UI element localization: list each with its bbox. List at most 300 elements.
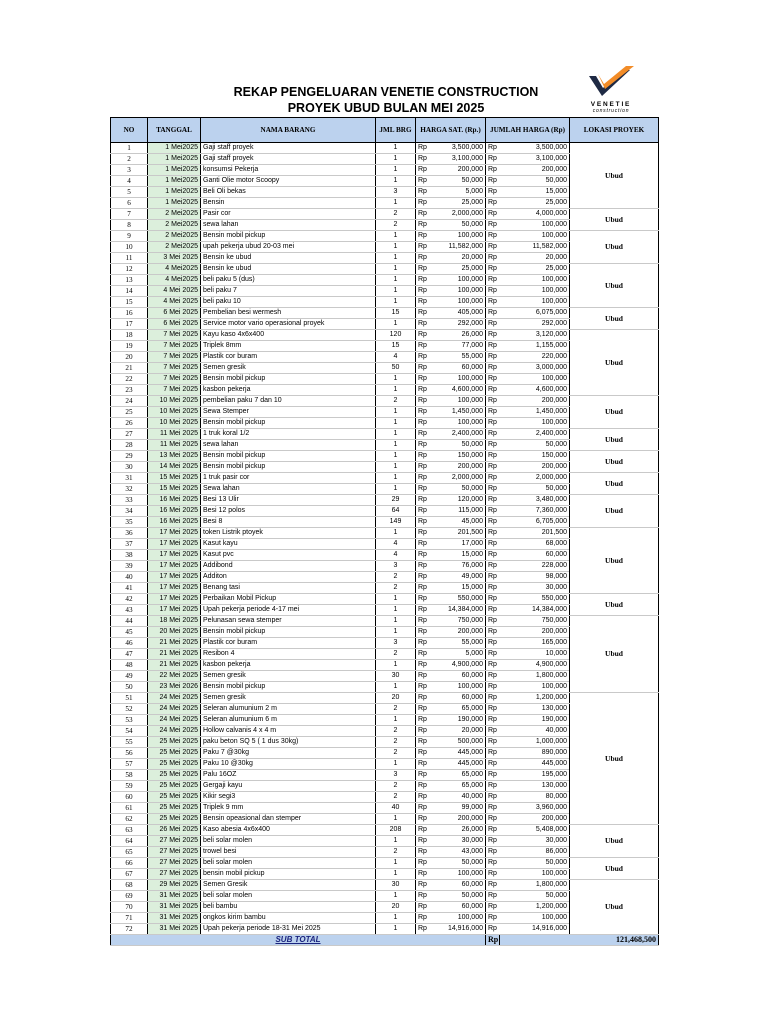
row-nama-barang: beli bambu — [201, 902, 376, 913]
row-lokasi-proyek: Ubud — [570, 143, 659, 209]
row-no: 40 — [111, 572, 148, 583]
row-jumlah-currency: Rp — [486, 649, 500, 660]
row-tanggal: 17 Mei 2025 — [148, 561, 201, 572]
row-harga-sat: 150,000 — [430, 451, 486, 462]
row-harga-currency: Rp — [416, 924, 430, 935]
row-tanggal: 25 Mei 2025 — [148, 759, 201, 770]
row-harga-currency: Rp — [416, 583, 430, 594]
row-jumlah-harga: 200,000 — [500, 396, 570, 407]
row-jumlah-harga: 1,800,000 — [500, 671, 570, 682]
row-no: 44 — [111, 616, 148, 627]
row-jumlah-harga: 200,000 — [500, 165, 570, 176]
row-harga-currency: Rp — [416, 550, 430, 561]
row-jumlah-harga: 100,000 — [500, 418, 570, 429]
row-no: 69 — [111, 891, 148, 902]
row-jumlah-currency: Rp — [486, 726, 500, 737]
row-jumlah-currency: Rp — [486, 473, 500, 484]
row-lokasi-proyek: Ubud — [570, 396, 659, 429]
row-no: 71 — [111, 913, 148, 924]
row-harga-currency: Rp — [416, 341, 430, 352]
row-jumlah-currency: Rp — [486, 792, 500, 803]
row-jumlah-currency: Rp — [486, 462, 500, 473]
row-jumlah-harga: 5,408,000 — [500, 825, 570, 836]
row-harga-currency: Rp — [416, 561, 430, 572]
row-harga-sat: 292,000 — [430, 319, 486, 330]
row-no: 22 — [111, 374, 148, 385]
row-no: 3 — [111, 165, 148, 176]
row-no: 4 — [111, 176, 148, 187]
row-jml-brg: 1 — [376, 253, 416, 264]
row-tanggal: 20 Mei 2025 — [148, 627, 201, 638]
row-harga-currency: Rp — [416, 627, 430, 638]
row-jml-brg: 1 — [376, 143, 416, 154]
row-jml-brg: 1 — [376, 198, 416, 209]
row-jumlah-harga: 200,000 — [500, 814, 570, 825]
table-row — [111, 308, 659, 319]
row-harga-currency: Rp — [416, 682, 430, 693]
row-harga-sat: 25,000 — [430, 264, 486, 275]
row-jumlah-currency: Rp — [486, 836, 500, 847]
row-jumlah-currency: Rp — [486, 418, 500, 429]
row-harga-sat: 76,000 — [430, 561, 486, 572]
table-row — [111, 825, 659, 836]
table-row — [111, 880, 659, 891]
subtotal-label: SUB TOTAL — [111, 935, 486, 946]
row-jumlah-harga: 50,000 — [500, 858, 570, 869]
row-jumlah-harga: 3,500,000 — [500, 143, 570, 154]
row-jumlah-currency: Rp — [486, 275, 500, 286]
row-jumlah-harga: 50,000 — [500, 176, 570, 187]
row-tanggal: 7 Mei 2025 — [148, 341, 201, 352]
row-tanggal: 16 Mei 2025 — [148, 517, 201, 528]
row-jml-brg: 15 — [376, 341, 416, 352]
row-jml-brg: 64 — [376, 506, 416, 517]
row-no: 65 — [111, 847, 148, 858]
row-harga-currency: Rp — [416, 462, 430, 473]
row-nama-barang: Bensin mobil pickup — [201, 374, 376, 385]
row-lokasi-proyek: Ubud — [570, 880, 659, 935]
row-nama-barang: konsumsi Pekerja — [201, 165, 376, 176]
row-jml-brg: 1 — [376, 814, 416, 825]
table-row — [111, 616, 659, 627]
row-tanggal: 17 Mei 2025 — [148, 528, 201, 539]
row-harga-currency: Rp — [416, 671, 430, 682]
row-harga-sat: 20,000 — [430, 726, 486, 737]
row-lokasi-proyek: Ubud — [570, 825, 659, 858]
row-jumlah-harga: 1,200,000 — [500, 693, 570, 704]
row-no: 48 — [111, 660, 148, 671]
row-jumlah-currency: Rp — [486, 396, 500, 407]
row-harga-sat: 5,000 — [430, 187, 486, 198]
row-nama-barang: beli solar molen — [201, 891, 376, 902]
row-harga-currency: Rp — [416, 902, 430, 913]
row-jumlah-currency: Rp — [486, 407, 500, 418]
row-jumlah-currency: Rp — [486, 363, 500, 374]
row-jml-brg: 4 — [376, 352, 416, 363]
row-jml-brg: 2 — [376, 209, 416, 220]
row-harga-sat: 550,000 — [430, 594, 486, 605]
row-no: 11 — [111, 253, 148, 264]
row-lokasi-proyek: Ubud — [570, 308, 659, 330]
row-jumlah-currency: Rp — [486, 825, 500, 836]
row-no: 45 — [111, 627, 148, 638]
row-nama-barang: Kikir segi3 — [201, 792, 376, 803]
row-no: 70 — [111, 902, 148, 913]
row-jumlah-currency: Rp — [486, 143, 500, 154]
row-tanggal: 2 Mei2025 — [148, 220, 201, 231]
row-jml-brg: 208 — [376, 825, 416, 836]
row-nama-barang: Semen Gresik — [201, 880, 376, 891]
row-jml-brg: 149 — [376, 517, 416, 528]
row-no: 12 — [111, 264, 148, 275]
row-jumlah-harga: 7,360,000 — [500, 506, 570, 517]
row-jml-brg: 1 — [376, 759, 416, 770]
row-jml-brg: 2 — [376, 396, 416, 407]
row-harga-currency: Rp — [416, 726, 430, 737]
row-no: 59 — [111, 781, 148, 792]
row-harga-currency: Rp — [416, 506, 430, 517]
row-jumlah-currency: Rp — [486, 374, 500, 385]
row-no: 10 — [111, 242, 148, 253]
row-tanggal: 4 Mei2025 — [148, 275, 201, 286]
row-jumlah-currency: Rp — [486, 264, 500, 275]
row-harga-currency: Rp — [416, 814, 430, 825]
row-harga-sat: 100,000 — [430, 231, 486, 242]
row-jumlah-harga: 68,000 — [500, 539, 570, 550]
row-tanggal: 25 Mei 2025 — [148, 781, 201, 792]
row-harga-currency: Rp — [416, 660, 430, 671]
row-harga-sat: 115,000 — [430, 506, 486, 517]
row-harga-currency: Rp — [416, 308, 430, 319]
row-jml-brg: 1 — [376, 264, 416, 275]
row-harga-currency: Rp — [416, 649, 430, 660]
row-jumlah-currency: Rp — [486, 913, 500, 924]
row-jumlah-currency: Rp — [486, 286, 500, 297]
row-nama-barang: Upah pekerja periode 4-17 mei — [201, 605, 376, 616]
row-jumlah-currency: Rp — [486, 495, 500, 506]
row-no: 25 — [111, 407, 148, 418]
row-harga-currency: Rp — [416, 715, 430, 726]
row-jumlah-currency: Rp — [486, 550, 500, 561]
row-jml-brg: 50 — [376, 363, 416, 374]
row-tanggal: 17 Mei 2025 — [148, 594, 201, 605]
row-no: 67 — [111, 869, 148, 880]
row-harga-sat: 50,000 — [430, 440, 486, 451]
row-jumlah-currency: Rp — [486, 517, 500, 528]
row-harga-sat: 200,000 — [430, 627, 486, 638]
row-jumlah-currency: Rp — [486, 671, 500, 682]
row-nama-barang: Triplek 8mm — [201, 341, 376, 352]
row-harga-sat: 100,000 — [430, 297, 486, 308]
row-no: 54 — [111, 726, 148, 737]
row-jumlah-currency: Rp — [486, 858, 500, 869]
row-jumlah-currency: Rp — [486, 209, 500, 220]
row-jumlah-currency: Rp — [486, 242, 500, 253]
row-harga-sat: 40,000 — [430, 792, 486, 803]
row-harga-currency: Rp — [416, 473, 430, 484]
row-lokasi-proyek: Ubud — [570, 209, 659, 231]
row-tanggal: 6 Mei 2025 — [148, 319, 201, 330]
row-harga-currency: Rp — [416, 638, 430, 649]
row-jumlah-currency: Rp — [486, 616, 500, 627]
row-lokasi-proyek: Ubud — [570, 451, 659, 473]
row-tanggal: 2 Mei2025 — [148, 231, 201, 242]
row-harga-sat: 2,000,000 — [430, 209, 486, 220]
table-row — [111, 330, 659, 341]
row-harga-currency: Rp — [416, 451, 430, 462]
row-no: 8 — [111, 220, 148, 231]
row-nama-barang: bensin mobil pickup — [201, 869, 376, 880]
row-jml-brg: 4 — [376, 539, 416, 550]
subtotal-value: 121,468,500 — [500, 935, 659, 946]
row-tanggal: 17 Mei 2025 — [148, 539, 201, 550]
row-harga-sat: 26,000 — [430, 330, 486, 341]
row-tanggal: 24 Mei 2025 — [148, 726, 201, 737]
row-no: 50 — [111, 682, 148, 693]
row-no: 20 — [111, 352, 148, 363]
row-nama-barang: Upah pekerja periode 18-31 Mei 2025 — [201, 924, 376, 935]
row-harga-sat: 15,000 — [430, 550, 486, 561]
row-no: 26 — [111, 418, 148, 429]
row-no: 62 — [111, 814, 148, 825]
row-jml-brg: 1 — [376, 319, 416, 330]
row-jml-brg: 1 — [376, 484, 416, 495]
row-no: 52 — [111, 704, 148, 715]
row-jumlah-currency: Rp — [486, 660, 500, 671]
row-jumlah-harga: 100,000 — [500, 231, 570, 242]
row-tanggal: 11 Mei 2025 — [148, 440, 201, 451]
row-nama-barang: Service motor vario operasional proyek — [201, 319, 376, 330]
row-nama-barang: upah pekerja ubud 20-03 mei — [201, 242, 376, 253]
row-tanggal: 21 Mei 2025 — [148, 660, 201, 671]
expense-table — [110, 117, 659, 946]
row-lokasi-proyek: Ubud — [570, 858, 659, 880]
row-harga-sat: 25,000 — [430, 198, 486, 209]
row-jumlah-harga: 550,000 — [500, 594, 570, 605]
row-no: 35 — [111, 517, 148, 528]
row-nama-barang: Besi 8 — [201, 517, 376, 528]
row-nama-barang: kasbon pekerja — [201, 660, 376, 671]
row-tanggal: 10 Mei 2025 — [148, 396, 201, 407]
row-no: 29 — [111, 451, 148, 462]
row-nama-barang: Kaso abesia 4x6x400 — [201, 825, 376, 836]
row-nama-barang: Kasut kayu — [201, 539, 376, 550]
row-harga-sat: 45,000 — [430, 517, 486, 528]
row-harga-currency: Rp — [416, 286, 430, 297]
row-jml-brg: 1 — [376, 913, 416, 924]
row-tanggal: 1 Mei2025 — [148, 165, 201, 176]
row-jml-brg: 2 — [376, 220, 416, 231]
row-no: 64 — [111, 836, 148, 847]
row-lokasi-proyek: Ubud — [570, 616, 659, 693]
row-harga-currency: Rp — [416, 396, 430, 407]
row-jml-brg: 1 — [376, 231, 416, 242]
row-tanggal: 3 Mei 2025 — [148, 253, 201, 264]
row-tanggal: 15 Mei 2025 — [148, 473, 201, 484]
row-jml-brg: 1 — [376, 528, 416, 539]
row-tanggal: 14 Mei 2025 — [148, 462, 201, 473]
row-jml-brg: 1 — [376, 682, 416, 693]
table-row — [111, 396, 659, 407]
row-jumlah-harga: 3,120,000 — [500, 330, 570, 341]
row-harga-currency: Rp — [416, 264, 430, 275]
row-jumlah-currency: Rp — [486, 704, 500, 715]
row-jumlah-currency: Rp — [486, 539, 500, 550]
row-nama-barang: Besi 12 polos — [201, 506, 376, 517]
row-jumlah-currency: Rp — [486, 572, 500, 583]
row-jml-brg: 1 — [376, 869, 416, 880]
subtotal-row — [111, 935, 659, 946]
row-jumlah-harga: 165,000 — [500, 638, 570, 649]
row-no: 24 — [111, 396, 148, 407]
row-jumlah-currency: Rp — [486, 638, 500, 649]
row-jumlah-currency: Rp — [486, 583, 500, 594]
row-jumlah-harga: 6,075,000 — [500, 308, 570, 319]
row-harga-currency: Rp — [416, 220, 430, 231]
row-jml-brg: 1 — [376, 594, 416, 605]
row-jumlah-harga: 4,600,000 — [500, 385, 570, 396]
row-nama-barang: Bensin ke ubud — [201, 253, 376, 264]
row-no: 68 — [111, 880, 148, 891]
row-jml-brg: 2 — [376, 847, 416, 858]
logo-check-icon — [582, 66, 640, 102]
row-harga-sat: 100,000 — [430, 374, 486, 385]
row-tanggal: 17 Mei 2025 — [148, 550, 201, 561]
row-harga-currency: Rp — [416, 484, 430, 495]
table-row — [111, 231, 659, 242]
row-jumlah-currency: Rp — [486, 198, 500, 209]
row-no: 41 — [111, 583, 148, 594]
row-harga-currency: Rp — [416, 198, 430, 209]
row-harga-currency: Rp — [416, 770, 430, 781]
row-nama-barang: Sewa Stemper — [201, 407, 376, 418]
row-jumlah-harga: 3,000,000 — [500, 363, 570, 374]
row-no: 17 — [111, 319, 148, 330]
row-tanggal: 17 Mei 2025 — [148, 583, 201, 594]
row-jml-brg: 1 — [376, 473, 416, 484]
row-jumlah-harga: 6,705,000 — [500, 517, 570, 528]
row-jumlah-currency: Rp — [486, 594, 500, 605]
row-no: 30 — [111, 462, 148, 473]
row-nama-barang: 1 truk pasir cor — [201, 473, 376, 484]
row-jumlah-currency: Rp — [486, 737, 500, 748]
row-jumlah-harga: 4,000,000 — [500, 209, 570, 220]
row-jumlah-currency: Rp — [486, 627, 500, 638]
row-jumlah-harga: 1,800,000 — [500, 880, 570, 891]
row-no: 27 — [111, 429, 148, 440]
title-line-2: PROYEK UBUD BULAN MEI 2025 — [287, 101, 485, 115]
row-harga-sat: 65,000 — [430, 704, 486, 715]
row-harga-sat: 120,000 — [430, 495, 486, 506]
row-harga-currency: Rp — [416, 176, 430, 187]
row-tanggal: 27 Mei 2025 — [148, 836, 201, 847]
row-jml-brg: 1 — [376, 176, 416, 187]
row-jml-brg: 1 — [376, 374, 416, 385]
row-harga-currency: Rp — [416, 781, 430, 792]
row-jumlah-currency: Rp — [486, 330, 500, 341]
row-no: 33 — [111, 495, 148, 506]
row-nama-barang: Pasir cor — [201, 209, 376, 220]
row-harga-sat: 100,000 — [430, 396, 486, 407]
row-jml-brg: 29 — [376, 495, 416, 506]
row-jumlah-harga: 50,000 — [500, 484, 570, 495]
row-nama-barang: beli paku 10 — [201, 297, 376, 308]
row-jml-brg: 2 — [376, 781, 416, 792]
row-jumlah-currency: Rp — [486, 385, 500, 396]
row-jumlah-harga: 30,000 — [500, 836, 570, 847]
row-nama-barang: Gaji staff proyek — [201, 143, 376, 154]
row-harga-currency: Rp — [416, 440, 430, 451]
row-jml-brg: 3 — [376, 187, 416, 198]
row-tanggal: 31 Mei 2025 — [148, 902, 201, 913]
row-jml-brg: 1 — [376, 627, 416, 638]
row-harga-currency: Rp — [416, 407, 430, 418]
title-line-1: REKAP PENGELUARAN VENETIE CONSTRUCTION — [233, 85, 539, 99]
row-jumlah-harga: 40,000 — [500, 726, 570, 737]
row-jumlah-harga: 890,000 — [500, 748, 570, 759]
row-harga-currency: Rp — [416, 253, 430, 264]
row-jml-brg: 40 — [376, 803, 416, 814]
row-jumlah-currency: Rp — [486, 154, 500, 165]
row-harga-currency: Rp — [416, 737, 430, 748]
row-nama-barang: Sewa lahan — [201, 484, 376, 495]
row-harga-sat: 26,000 — [430, 825, 486, 836]
row-no: 18 — [111, 330, 148, 341]
row-harga-currency: Rp — [416, 704, 430, 715]
row-no: 43 — [111, 605, 148, 616]
row-harga-currency: Rp — [416, 693, 430, 704]
row-harga-sat: 65,000 — [430, 770, 486, 781]
row-nama-barang: Perbaikan Mobil Pickup — [201, 594, 376, 605]
row-harga-currency: Rp — [416, 792, 430, 803]
row-no: 16 — [111, 308, 148, 319]
row-jumlah-harga: 130,000 — [500, 781, 570, 792]
row-harga-sat: 50,000 — [430, 176, 486, 187]
row-jumlah-currency: Rp — [486, 781, 500, 792]
row-jumlah-harga: 14,384,000 — [500, 605, 570, 616]
row-harga-sat: 2,000,000 — [430, 473, 486, 484]
row-no: 66 — [111, 858, 148, 869]
row-nama-barang: Bensin opeasional dan stemper — [201, 814, 376, 825]
row-harga-sat: 100,000 — [430, 913, 486, 924]
row-jml-brg: 1 — [376, 297, 416, 308]
row-tanggal: 10 Mei 2025 — [148, 407, 201, 418]
row-jml-brg: 1 — [376, 891, 416, 902]
row-harga-currency: Rp — [416, 165, 430, 176]
table-row — [111, 451, 659, 462]
row-harga-currency: Rp — [416, 143, 430, 154]
row-jumlah-harga: 190,000 — [500, 715, 570, 726]
row-nama-barang: Kasut pvc — [201, 550, 376, 561]
row-jumlah-harga: 100,000 — [500, 275, 570, 286]
table-row — [111, 209, 659, 220]
col-header-harga-sat: HARGA SAT. (Rp.) — [416, 118, 486, 143]
row-harga-sat: 50,000 — [430, 220, 486, 231]
table-row — [111, 429, 659, 440]
row-tanggal: 7 Mei 2025 — [148, 374, 201, 385]
row-nama-barang: Paku 7 @30kg — [201, 748, 376, 759]
row-tanggal: 27 Mei 2025 — [148, 847, 201, 858]
row-jumlah-harga: 15,000 — [500, 187, 570, 198]
row-jumlah-harga: 100,000 — [500, 374, 570, 385]
row-nama-barang: Additon — [201, 572, 376, 583]
row-nama-barang: beli solar molen — [201, 858, 376, 869]
col-header-lokasi: LOKASI PROYEK — [570, 118, 659, 143]
table-row — [111, 594, 659, 605]
row-nama-barang: Semen gresik — [201, 363, 376, 374]
row-harga-sat: 405,000 — [430, 308, 486, 319]
row-harga-currency: Rp — [416, 374, 430, 385]
